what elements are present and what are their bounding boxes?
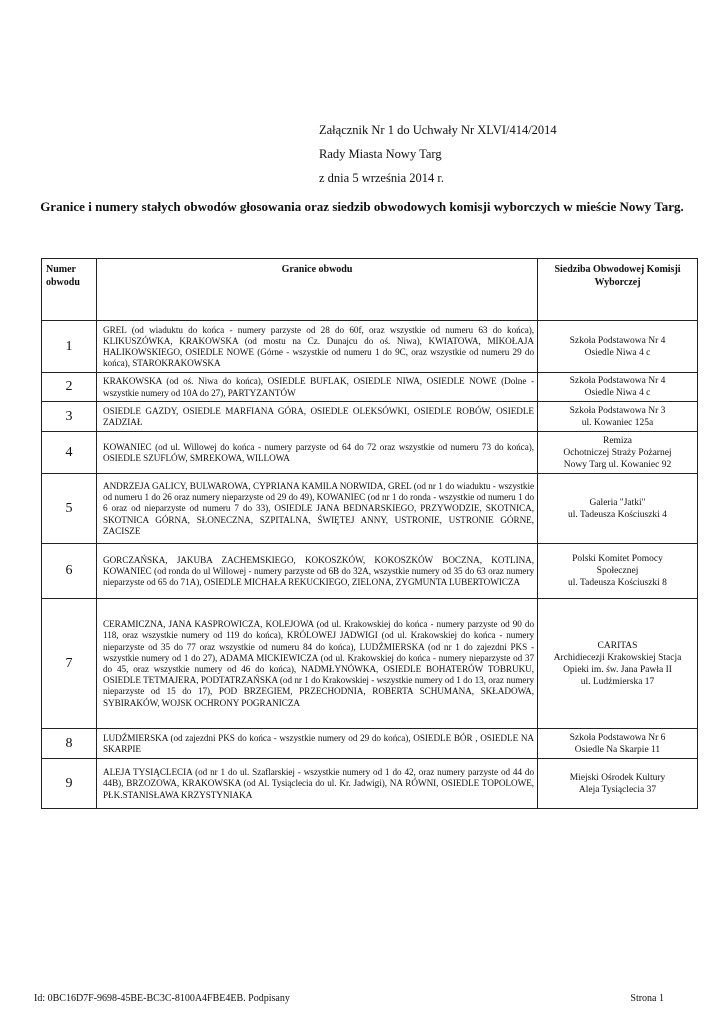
- table-row: [42, 599, 698, 729]
- seat-line: Galeria "Jatki": [589, 497, 646, 508]
- district-bounds: CERAMICZNA, JANA KASPROWICZA, KOLEJOWA (od ul. Krakowskiej do końca - numery parzyste od 90 do 118, oraz wszystkie numery od 119 do końca), KRÓLOWEJ JADWIGI (od ul. Krakowskiej do końca - numery nieparzyste od 35 do 77 oraz wszystkie od numeru 84 do końca), LUDŹMIERSKA (od nr 1 do zajezdni PKS - wszystkie numery od 1 do 27), ADAMA MICKIEWICZA (od ul. Krakowskiej do końca - numery nieparzyste od 37 do 45, oraz wszystkie numery od 46 do końca), NADMŁYNÓWKA, OSIEDLE BOHATERÓW TOBRUKU, OSIEDLE TETMAJERA, PODTATRZAŃSKA (od nr 1 do Krakowskiej - wszystkie numery od 1 do 13, oraz numery nieparzyste od 15 do 17), POD BRZEGIEM, PRZECHODNIA, ROBERTA SCHUMANA, SKŁADOWA, SYBIRAKÓW, WOJSK OCHRONY POGRANICZA: [97, 599, 538, 729]
- seat-line: Nowy Targ ul. Kowaniec 92: [563, 459, 672, 470]
- district-number: 8: [42, 729, 97, 759]
- seat-line: Szkoła Podstawowa Nr 3: [569, 405, 666, 416]
- table-header-row: [42, 259, 698, 321]
- header-line-attachment: Załącznik Nr 1 do Uchwały Nr XLVI/414/2014: [319, 123, 557, 137]
- commission-seat: [538, 729, 698, 759]
- commission-seat: [538, 432, 698, 474]
- seat-line: Osiedle Niwa 4 c: [584, 388, 651, 398]
- seat-line: Ochotniczej Straży Pożarnej: [563, 447, 672, 458]
- table-row: [42, 373, 698, 402]
- table-body: [42, 321, 698, 809]
- header-line-council: Rady Miasta Nowy Targ: [319, 147, 442, 161]
- seat-line: Archidiecezji Krakowskiej Stacja: [553, 652, 682, 663]
- district-number: 5: [42, 474, 97, 544]
- table-row: [42, 321, 698, 373]
- table-row: [42, 402, 698, 432]
- header-number: Numer obwodu: [42, 259, 97, 321]
- district-bounds: KRAKOWSKA (od oś. Niwa do końca), OSIEDLE BUFLAK, OSIEDLE NIWA, OSIEDLE NOWE (Dolne - wszystkie numery od 10A do 27), PARTYZANTÓW: [97, 373, 538, 402]
- document-title: Granice i numery stałych obwodów głosowania oraz siedzib obwodowych komisji wyborczych w mieście Nowy Targ.: [40, 199, 684, 214]
- commission-seat: [538, 474, 698, 544]
- table-row: [42, 759, 698, 809]
- header-bounds: Granice obwodu: [97, 259, 538, 321]
- seat-line: Osiedle Na Skarpie 11: [574, 744, 661, 755]
- district-number: 2: [42, 373, 97, 402]
- document-id: Id: 0BC16D7F-9698-45BE-BC3C-8100A4FBE4EB. Podpisany: [34, 993, 290, 1004]
- district-bounds: LUDŹMIERSKA (od zajezdni PKS do końca - wszystkie numery od 29 do końca), OSIEDLE BÓR , OSIEDLE NA SKARPIE: [97, 729, 538, 759]
- seat-line: Aleja Tysiąclecia 37: [578, 784, 657, 795]
- header-line-date: z dnia 5 września 2014 r.: [319, 171, 444, 185]
- district-number: 6: [42, 544, 97, 599]
- table-row: [42, 474, 698, 544]
- district-bounds: OSIEDLE GAZDY, OSIEDLE MARFIANA GÓRA, OSIEDLE OLEKSÓWKI, OSIEDLE ROBÓW, OSIEDLE ZADZIAŁ: [97, 402, 538, 432]
- commission-seat: [538, 321, 698, 373]
- seat-line: ul. Ludźmierska 17: [580, 676, 655, 687]
- district-bounds: ANDRZEJA GALICY, BULWAROWA, CYPRIANA KAMILA NORWIDA, GREL (od nr 1 do wiaduktu - wszystkie od numeru 1 do 26 oraz numery nieparzyste od 29 do 49), KOWANIEC (od nr 1 do ronda - wszystkie od numeru 1 do 6 oraz od nieparzyste od numeru 7 do 33), OSIEDLE JANA BEDNARSKIEGO, PRZYWODZIE, SKOTNICA, SKOTNICA GÓRNA, SŁONECZNA, SZPITALNA, ŚWIĘTEJ ANNY, USTRONIE, USTRONIE GÓRNE, ZACISZE: [97, 474, 538, 544]
- seat-line: CARITAS: [597, 640, 638, 651]
- seat-line: Szkoła Podstawowa Nr 4: [569, 335, 666, 346]
- seat-line: Miejski Ośrodek Kultury: [569, 772, 666, 783]
- district-number: 9: [42, 759, 97, 809]
- district-number: 1: [42, 321, 97, 373]
- districts-table: [41, 258, 698, 809]
- table-row: [42, 729, 698, 759]
- header-seat: Siedziba Obwodowej Komisji Wyborczej: [538, 259, 698, 321]
- page-number: Strona 1: [630, 993, 664, 1004]
- district-number: 3: [42, 402, 97, 432]
- commission-seat: [538, 759, 698, 809]
- district-number: 7: [42, 599, 97, 729]
- seat-line: Społecznej: [596, 566, 639, 576]
- commission-seat: [538, 402, 698, 432]
- district-bounds: ALEJA TYSIĄCLECIA (od nr 1 do ul. Szaflarskiej - wszystkie numery od 1 do 42, oraz numery parzyste od 44 do 44B), BRZOZOWA, KRAKOWSKA (od Al. Tysiąclecia do ul. Kr. Jadwigi), NA RÓWNI, OSIEDLE TOPOLOWE, PŁK.STANISŁAWA KRZYSTYNIAKA: [97, 759, 538, 809]
- district-bounds: GORCZAŃSKA, JAKUBA ZACHEMSKIEGO, KOKOSZKÓW, KOKOSZKÓW BOCZNA, KOTLINA, KOWANIEC (od ronda do ul Willowej - numery parzyste od 6B do 32A, wszystkie numery od 35 do 63 oraz numery nieparzyste od 65 do 71A), OSIEDLE MICHAŁA REKUCKIEGO, ZIELONA, ZYGMUNTA LUBERTOWICZA: [97, 544, 538, 599]
- table-row: [42, 544, 698, 599]
- commission-seat: [538, 599, 698, 729]
- district-bounds: GREL (od wiaduktu do końca - numery parzyste od 28 do 60f, oraz wszystkie od numeru 63 do końca), KLIKUSZÓWKA, KRAKOWSKA (od mostu na Cz. Dunajcu do oś. Niwa), KWIATOWA, MIKOŁAJA HALIKOWSKIEGO, OSIEDLE NOWE (Górne - wszystkie od numeru 1 do 9C, oraz wszystkie od numeru 29 do końca), STAROKRAKOWSKA: [97, 321, 538, 373]
- seat-line: ul. Kowaniec 125a: [581, 417, 654, 428]
- resolution-header: [319, 118, 649, 190]
- seat-line: ul. Tadeusza Kościuszki 4: [568, 509, 667, 520]
- district-number: 4: [42, 432, 97, 474]
- seat-line: Szkoła Podstawowa Nr 6: [569, 732, 666, 743]
- seat-line: Remiza: [602, 435, 632, 446]
- commission-seat: [538, 373, 698, 402]
- commission-seat: [538, 544, 698, 599]
- table-row: [42, 432, 698, 474]
- seat-line: Osiedle Niwa 4 c: [584, 347, 651, 358]
- district-bounds: KOWANIEC (od ul. Willowej do końca - numery parzyste od 64 do 72 oraz wszystkie od numeru 73 do końca), OSIEDLE SZUFLÓW, SMREKOWA, WILLOWA: [97, 432, 538, 474]
- seat-line: Opieki im. św. Jana Pawła II: [563, 664, 672, 675]
- seat-line: Polski Komitet Pomocy: [572, 554, 663, 564]
- seat-line: ul. Tadeusza Kościuszki 8: [568, 578, 667, 588]
- seat-line: Szkoła Podstawowa Nr 4: [569, 376, 666, 386]
